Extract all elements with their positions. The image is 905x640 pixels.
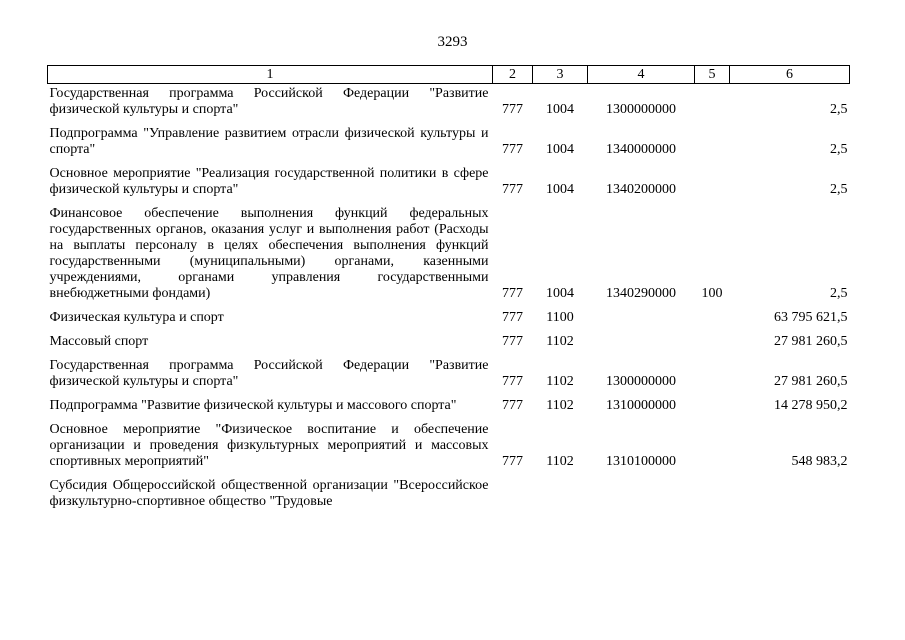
header-col-3: 3 [533,66,588,84]
header-col-5: 5 [695,66,730,84]
ministry-code: 777 [502,102,523,117]
target-item-code: 1340200000 [606,182,676,197]
target-item-code [588,334,695,358]
ministry-code: 777 [502,374,523,389]
ministry-code: 777 [502,182,523,197]
page-number: 3293 [437,34,468,50]
table-row [48,334,850,358]
row-name: Физическая культура и спорт [49,310,224,325]
expense-type-code [695,422,730,478]
row-name: Подпрограмма "Развитие физической культуры и массового спорта" [49,398,457,413]
row-name: Государственная программа Российской Федерации "Развитие физической культуры и спорта" [49,358,489,389]
table-row [48,422,850,478]
header-col-6: 6 [730,66,850,84]
table-body [48,84,850,511]
header-col-1: 1 [48,66,493,84]
target-item-code [588,310,695,334]
section-code: 1004 [546,142,574,157]
amount: 27 981 260,5 [774,334,848,349]
section-code: 1102 [546,398,574,413]
amount: 63 795 621,5 [774,310,848,325]
ministry-code: 777 [502,334,523,349]
row-name: Подпрограмма "Управление развитием отрасли физической культуры и спорта" [49,126,489,157]
target-item-code: 1300000000 [606,374,676,389]
section-code: 1004 [546,286,574,301]
expense-type-code [695,398,730,422]
row-name: Массовый спорт [49,334,149,349]
section-code: 1004 [546,102,574,117]
amount: 2,5 [830,102,848,117]
table-row [48,126,850,166]
target-item-code: 1300000000 [606,102,676,117]
section-code: 1102 [546,334,574,349]
table-row [48,310,850,334]
table-header [48,66,850,84]
expense-type-code [695,334,730,358]
budget-table [47,65,850,510]
section-code: 1004 [546,182,574,197]
header-row [48,66,850,84]
table-row [48,166,850,206]
section-code: 1102 [546,374,574,389]
amount: 2,5 [830,182,848,197]
ministry-code: 777 [502,398,523,413]
expense-type-code [695,166,730,206]
table-row [48,358,850,398]
ministry-code [493,478,533,510]
table-row [48,84,850,127]
table-row [48,206,850,310]
expense-type-code [695,310,730,334]
section-code: 1102 [546,454,574,469]
ministry-code: 777 [502,286,523,301]
section-code [533,478,588,510]
expense-type-code [695,358,730,398]
expense-type-code [695,126,730,166]
amount: 27 981 260,5 [774,374,848,389]
row-name: Финансовое обеспечение выполнения функций федеральных государственных органов, оказания услуг и выполнения работ (Расходы на выплаты персоналу в целях обеспечения выполнения функций государственными (муниципальными) органами, казенными учреждениями, органами управления государственными внебюджетными фондами) [49,206,489,301]
header-col-2: 2 [493,66,533,84]
row-name: Основное мероприятие "Реализация государственной политики в сфере физической культуры и спорта" [49,166,489,197]
expense-type-code [695,478,730,510]
target-item-code: 1310100000 [606,454,676,469]
target-item-code: 1340000000 [606,142,676,157]
expense-type-code [695,84,730,127]
ministry-code: 777 [502,142,523,157]
expense-type-code: 100 [701,286,723,301]
ministry-code: 777 [502,310,523,325]
section-code: 1100 [546,310,574,325]
row-name: Субсидия Общероссийской общественной организации "Всероссийское физкультурно-спортивное общество "Трудовые [49,478,489,509]
amount [730,478,850,510]
amount: 14 278 950,2 [774,398,848,413]
target-item-code: 1340290000 [606,286,676,301]
target-item-code: 1310000000 [606,398,676,413]
table-row [48,478,850,510]
table-row [48,398,850,422]
row-name: Государственная программа Российской Федерации "Развитие физической культуры и спорта" [49,86,489,117]
amount: 2,5 [830,286,848,301]
amount: 2,5 [830,142,848,157]
amount: 548 983,2 [791,454,848,469]
target-item-code [588,478,695,510]
ministry-code: 777 [502,454,523,469]
row-name: Основное мероприятие "Физическое воспитание и обеспечение организации и проведения физкультурных мероприятий и массовых спортивных мероприятий" [49,422,489,469]
header-col-4: 4 [588,66,695,84]
